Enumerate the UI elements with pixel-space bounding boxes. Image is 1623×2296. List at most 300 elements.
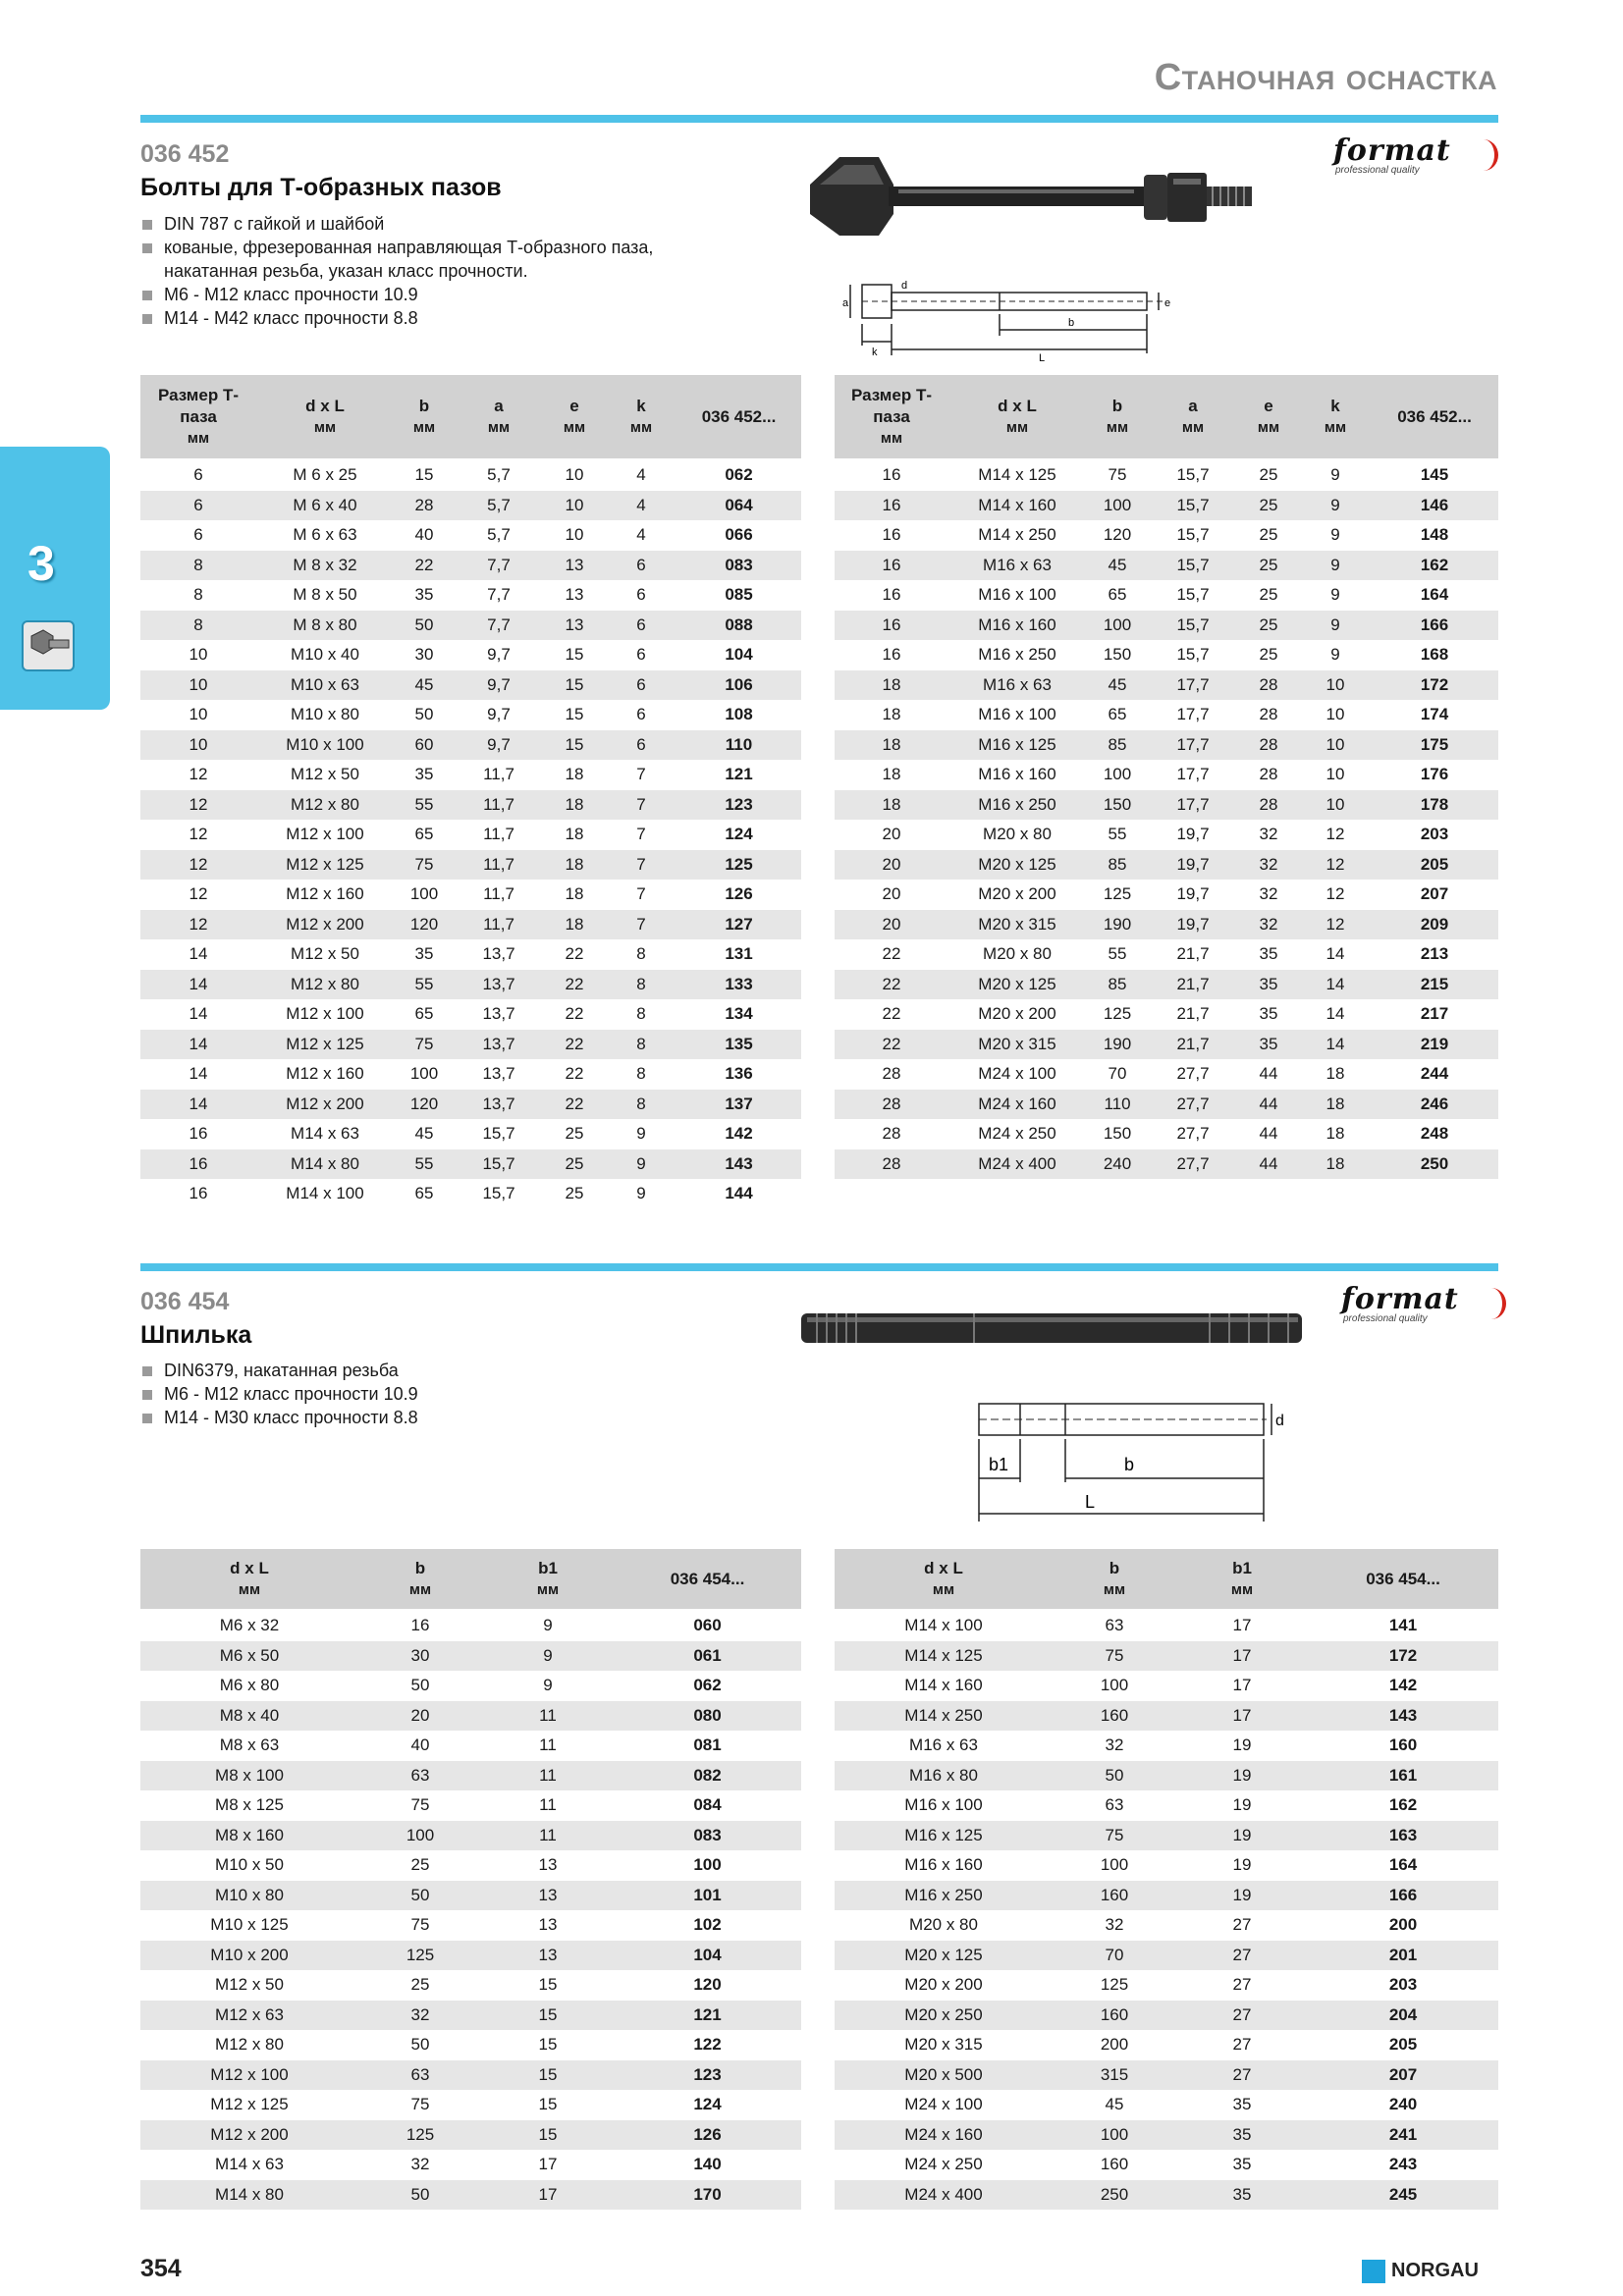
table-row [835, 880, 1498, 910]
table-cell: 9 [482, 1641, 614, 1672]
table-cell: 25 [410, 1975, 430, 1995]
article-code-cell: 204 [1308, 2001, 1498, 2031]
table-cell: 8 [636, 1004, 646, 1024]
article-code-cell: 146 [1371, 491, 1498, 521]
table-cell: 15 [543, 670, 606, 701]
drawing-label-a: a [842, 297, 849, 309]
table-row [140, 2060, 801, 2091]
article-code-cell: 248 [1420, 1124, 1449, 1144]
norgau-name: NORGAU [1391, 2260, 1479, 2281]
col-header-b1: b1 мм [482, 1549, 614, 1610]
table-cell: 12 [1325, 884, 1345, 904]
article-code-cell: 148 [1420, 525, 1449, 545]
table-cell: 55 [394, 790, 455, 821]
table-cell: M14 x 250 [835, 1701, 1053, 1732]
table-cell: 8 [193, 585, 203, 605]
table-cell: 35 [414, 585, 434, 605]
table-cell: 10 [565, 525, 584, 545]
table-cell: M16 x 250 [978, 645, 1056, 665]
table-cell: M6 x 80 [219, 1676, 280, 1695]
article-code-cell: 100 [693, 1855, 722, 1875]
table-cell: 18 [835, 730, 948, 761]
table-cell: 75 [410, 1795, 430, 1815]
table-cell: M16 x 100 [978, 705, 1056, 724]
table-cell: 4 [636, 525, 646, 545]
table-cell: 7,7 [455, 611, 543, 641]
table-cell: 18 [835, 790, 948, 821]
table-cell: 10 [1325, 705, 1345, 724]
table-cell: 13 [543, 611, 606, 641]
table-cell: 28 [1237, 790, 1300, 821]
table-cell: 8 [140, 611, 256, 641]
table-cell: 10 [140, 670, 256, 701]
table-cell: 12 [189, 765, 208, 784]
table-row [835, 2150, 1498, 2180]
table-cell: 13 [482, 1881, 614, 1911]
table-row [140, 1119, 801, 1149]
table-cell: 125 [358, 1941, 482, 1971]
table-cell: 35 [1232, 2155, 1252, 2174]
bolt-icon [22, 620, 75, 671]
format-logo [1333, 133, 1481, 176]
table-cell: M20 x 80 [983, 944, 1052, 964]
article-code-cell: 136 [725, 1064, 753, 1084]
table-cell: 32 [1105, 1735, 1124, 1755]
table-cell: 60 [394, 730, 455, 761]
table-cell: 15 [543, 730, 606, 761]
table-cell: 9 [606, 1149, 676, 1180]
table-cell: 17 [1176, 1701, 1308, 1732]
table-cell: 75 [410, 1915, 430, 1935]
page-number: 354 [140, 2255, 182, 2282]
drawing-label-b1: b1 [989, 1455, 1009, 1474]
table-cell: 4 [636, 465, 646, 485]
table-row [835, 2060, 1498, 2091]
article-code-cell: 131 [725, 944, 753, 964]
table-cell: M20 x 315 [948, 910, 1086, 940]
table-cell: 160 [1053, 1701, 1176, 1732]
table-cell: 100 [358, 1821, 482, 1851]
table-row [835, 999, 1498, 1030]
article-code-cell: 125 [676, 850, 801, 881]
table-cell: M12 x 125 [256, 850, 394, 881]
table-cell: 19,7 [1149, 850, 1237, 881]
table-cell: 25 [1259, 465, 1278, 485]
table-cell: 100 [1100, 1676, 1129, 1695]
table-cell: 6 [636, 645, 646, 665]
table-cell: 45 [1105, 2095, 1124, 2114]
table-cell: 25 [1259, 525, 1278, 545]
table-row [140, 2030, 801, 2060]
article-code-cell: 135 [676, 1030, 801, 1060]
table-cell: 7,7 [487, 585, 511, 605]
table-cell: 45 [414, 1124, 434, 1144]
article-code-cell: 124 [693, 2095, 722, 2114]
table-row [835, 820, 1498, 850]
table-row [140, 1881, 801, 1911]
brand-tagline: professional quality [1335, 165, 1420, 176]
col-header-b: b мм [1053, 1549, 1176, 1610]
article-code-cell: 163 [1308, 1821, 1498, 1851]
table-cell: M 8 x 80 [256, 611, 394, 641]
article-code-cell: 137 [676, 1090, 801, 1120]
table-cell: 65 [414, 825, 434, 844]
article-code-cell: 083 [676, 551, 801, 581]
table-cell: 17 [1232, 1676, 1252, 1695]
article-code-cell: 250 [1371, 1149, 1498, 1180]
article-code-cell: 133 [676, 970, 801, 1000]
table-cell: 13,7 [455, 1030, 543, 1060]
table-cell: M12 x 63 [140, 2001, 358, 2031]
table-cell: 7 [606, 850, 676, 881]
table-cell: 30 [414, 645, 434, 665]
table-row [140, 1821, 801, 1851]
table-cell: 45 [394, 670, 455, 701]
brand-swoosh-icon [1469, 139, 1498, 171]
table-row [835, 1790, 1498, 1821]
table-cell: M8 x 40 [140, 1701, 358, 1732]
table-cell: 35 [414, 944, 434, 964]
article-code-cell: 164 [1388, 1855, 1418, 1875]
table-cell: 50 [358, 1881, 482, 1911]
article-code-cell: 064 [676, 491, 801, 521]
table-cell: 75 [394, 1030, 455, 1060]
article-code-cell: 166 [1308, 1881, 1498, 1911]
table-cell: 16 [882, 585, 901, 605]
table-row [140, 2001, 801, 2031]
table-cell: M20 x 200 [978, 884, 1056, 904]
col-header-dl: d x L мм [835, 1549, 1053, 1610]
table-cell: M14 x 100 [904, 1616, 983, 1635]
table-cell: 250 [1053, 2180, 1176, 2211]
article-code-cell: 175 [1371, 730, 1498, 761]
table-cell: 16 [882, 645, 901, 665]
table-cell: M12 x 200 [256, 1090, 394, 1120]
table-cell: 11 [482, 1761, 614, 1791]
section2-title: Шпилька [140, 1321, 252, 1349]
col-header-slot: Размер Т-паза мм [140, 375, 256, 459]
table-cell: M12 x 125 [210, 2095, 289, 2114]
table-cell: 14 [1300, 1030, 1371, 1060]
table-row [140, 640, 801, 670]
section1-bullet: М14 - М42 класс прочности 8.8 [140, 306, 690, 330]
table-row [835, 1059, 1498, 1090]
table-cell: M20 x 200 [904, 1975, 983, 1995]
article-code-cell: 141 [1388, 1616, 1418, 1635]
table-cell: 9 [1330, 645, 1340, 665]
table-cell: M8 x 63 [219, 1735, 280, 1755]
article-code-cell: 124 [725, 825, 753, 844]
table-cell: 7 [606, 790, 676, 821]
section1-bullet: DIN 787 с гайкой и шайбой [140, 212, 690, 236]
col-header-b: b мм [1086, 375, 1149, 459]
table-cell: M20 x 80 [983, 825, 1052, 844]
table-row [140, 1671, 801, 1701]
table-cell: M12 x 100 [140, 2060, 358, 2091]
table-cell: 11,7 [455, 850, 543, 881]
table-cell: M20 x 315 [948, 1030, 1086, 1060]
table-row [835, 459, 1498, 491]
table-cell: 5,7 [487, 465, 511, 485]
table-cell: 10 [140, 730, 256, 761]
article-code-cell: 162 [1388, 1795, 1418, 1815]
table-cell: 12 [1300, 850, 1371, 881]
table-row [140, 459, 801, 491]
article-code-cell: 127 [676, 910, 801, 940]
article-code-cell: 168 [1420, 645, 1449, 665]
table-cell: 8 [606, 1090, 676, 1120]
table-cell: 19,7 [1176, 884, 1210, 904]
table-row [835, 2090, 1498, 2120]
table-row [140, 1179, 801, 1209]
article-code-cell: 207 [1420, 884, 1449, 904]
table-cell: M16 x 100 [904, 1795, 983, 1815]
table-cell: 15,7 [1176, 585, 1210, 605]
table-cell: 160 [1100, 2155, 1129, 2174]
table-cell: 9 [636, 1124, 646, 1144]
table-cell: 25 [543, 1149, 606, 1180]
table-cell: M24 x 100 [904, 2095, 983, 2114]
table-cell: 22 [565, 1064, 584, 1084]
drawing-label-l: L [1085, 1492, 1096, 1512]
article-code-cell: 126 [614, 2120, 801, 2151]
table-cell: M14 x 100 [286, 1184, 364, 1203]
table-cell: 7,7 [455, 551, 543, 581]
table-cell: M6 x 32 [219, 1616, 280, 1635]
table-cell: 12 [189, 884, 208, 904]
table-cell: 44 [1259, 1124, 1278, 1144]
table-cell: M20 x 80 [909, 1915, 978, 1935]
table-cell: 15,7 [1176, 525, 1210, 545]
table-cell: 14 [1300, 970, 1371, 1000]
table-cell: 12 [140, 910, 256, 940]
table-cell: 25 [1259, 585, 1278, 605]
table-cell: M14 x 160 [948, 491, 1086, 521]
table-row [140, 790, 801, 821]
table-row [835, 1701, 1498, 1732]
table-row [140, 1641, 801, 1672]
table-cell: M8 x 160 [140, 1821, 358, 1851]
table-cell: 22 [835, 1030, 948, 1060]
table-row [835, 551, 1498, 581]
table-cell: 28 [835, 1149, 948, 1180]
col-header-b: b мм [358, 1549, 482, 1610]
col-header-code: 036 452... [676, 375, 801, 459]
table-cell: 16 [189, 1124, 208, 1144]
table-cell: 13,7 [482, 1004, 515, 1024]
table-cell: 32 [410, 2155, 430, 2174]
article-code-cell: 108 [725, 705, 753, 724]
table-cell: 18 [565, 765, 584, 784]
table-cell: 11 [482, 1821, 614, 1851]
table-cell: 70 [1108, 1064, 1127, 1084]
table-cell: 16 [410, 1616, 430, 1635]
table-cell: M12 x 200 [140, 2120, 358, 2151]
table-cell: 35 [1237, 1030, 1300, 1060]
table-cell: M8 x 125 [215, 1795, 284, 1815]
table-cell: M12 x 100 [286, 1004, 364, 1024]
article-code-cell: 207 [1308, 2060, 1498, 2091]
table-cell: 55 [394, 1149, 455, 1180]
article-code-cell: 243 [1388, 2155, 1418, 2174]
article-code-cell: 201 [1308, 1941, 1498, 1971]
table-cell: 75 [1053, 1821, 1176, 1851]
table-cell: 32 [1237, 850, 1300, 881]
table-cell: 17,7 [1176, 705, 1210, 724]
table-cell: M12 x 125 [256, 1030, 394, 1060]
drawing-label-b: b [1068, 317, 1075, 329]
table-cell: 6 [606, 730, 676, 761]
table-cell: 15 [538, 2035, 558, 2055]
table-row [140, 2120, 801, 2151]
table-row [140, 850, 801, 881]
table-cell: 12 [189, 825, 208, 844]
table-cell: 18 [543, 910, 606, 940]
table-cell: 17,7 [1176, 765, 1210, 784]
table-cell: 9 [1330, 585, 1340, 605]
table-cell: M12 x 160 [286, 884, 364, 904]
table-cell: 50 [410, 1676, 430, 1695]
col-header-dl: d x L мм [140, 1549, 358, 1610]
article-code-cell: 162 [1371, 551, 1498, 581]
table-row [835, 1881, 1498, 1911]
table-cell: 13 [538, 1855, 558, 1875]
table-cell: 65 [1108, 585, 1127, 605]
table-cell: 25 [565, 1124, 584, 1144]
table-cell: 8 [636, 1064, 646, 1084]
table-cell: 10 [1300, 790, 1371, 821]
table-cell: M16 x 250 [835, 1881, 1053, 1911]
table-cell: 11,7 [455, 790, 543, 821]
table-cell: 240 [1086, 1149, 1149, 1180]
table-cell: 120 [1103, 525, 1132, 545]
table-row [140, 2090, 801, 2120]
table-cell: 125 [1103, 1004, 1132, 1024]
table-row [835, 520, 1498, 551]
article-code-cell: 110 [676, 730, 801, 761]
table-cell: 11,7 [483, 884, 514, 904]
table-cell: 75 [1108, 465, 1127, 485]
article-code-cell: 060 [693, 1616, 722, 1635]
table-cell: 15,7 [482, 1184, 515, 1203]
table-row [835, 1941, 1498, 1971]
table-cell: 35 [414, 765, 434, 784]
table-row [140, 970, 801, 1000]
table-cell: 20 [835, 850, 948, 881]
table-cell: M24 x 250 [978, 1124, 1056, 1144]
article-code-cell: 123 [676, 790, 801, 821]
article-code-cell: 144 [725, 1184, 753, 1203]
table-cell: M12 x 80 [256, 790, 394, 821]
table-cell: 65 [414, 1184, 434, 1203]
article-code-cell: 104 [725, 645, 753, 665]
table-cell: 9,7 [487, 705, 511, 724]
table-cell: 21,7 [1149, 1030, 1237, 1060]
table-cell: 9 [1330, 525, 1340, 545]
table-cell: 6 [606, 551, 676, 581]
table-cell: 160 [1053, 1881, 1176, 1911]
table-cell: 55 [1108, 944, 1127, 964]
table-cell: 120 [394, 910, 455, 940]
table-row [835, 1761, 1498, 1791]
table-cell: 100 [1053, 2120, 1176, 2151]
article-code-cell: 142 [1388, 1676, 1418, 1695]
table-cell: 50 [410, 2035, 430, 2055]
table-cell: 17 [538, 2155, 558, 2174]
article-code-cell: 172 [1308, 1641, 1498, 1672]
table-row [835, 1671, 1498, 1701]
table-cell: M20 x 315 [904, 2035, 983, 2055]
t-bolt-drawing [842, 265, 1255, 363]
table-cell: M16 x 80 [835, 1761, 1053, 1791]
table-cell: M16 x 160 [948, 611, 1086, 641]
table-cell: 35 [1237, 970, 1300, 1000]
table-cell: M16 x 250 [948, 790, 1086, 821]
table-cell: 50 [394, 611, 455, 641]
table-cell: M24 x 100 [978, 1064, 1056, 1084]
table-cell: 27 [1176, 2060, 1308, 2091]
table-cell: M20 x 500 [835, 2060, 1053, 2091]
table-row [140, 551, 801, 581]
table-cell: 35 [1176, 2180, 1308, 2211]
table-cell: 19 [1176, 1881, 1308, 1911]
table-cell: M10 x 125 [210, 1915, 289, 1935]
table-cell: M8 x 100 [140, 1761, 358, 1791]
table-cell: 11 [539, 1735, 557, 1755]
table-cell: M16 x 160 [978, 765, 1056, 784]
article-code-cell: 215 [1371, 970, 1498, 1000]
article-code-cell: 244 [1420, 1064, 1449, 1084]
table-cell: M16 x 125 [835, 1821, 1053, 1851]
table-cell: 15,7 [1149, 611, 1237, 641]
article-code-cell: 176 [1420, 765, 1449, 784]
table-row [140, 760, 801, 790]
table-cell: M20 x 125 [948, 970, 1086, 1000]
table-row [835, 640, 1498, 670]
table-row [140, 1731, 801, 1761]
table-cell: 40 [414, 525, 434, 545]
table-cell: 120 [394, 1090, 455, 1120]
article-code-cell: 062 [725, 465, 753, 485]
table-cell: 75 [410, 2095, 430, 2114]
table-cell: 30 [358, 1641, 482, 1672]
article-code-cell: 084 [693, 1795, 722, 1815]
table-cell: 16 [835, 551, 948, 581]
table-cell: 27,7 [1149, 1090, 1237, 1120]
table-cell: 10 [543, 491, 606, 521]
table-cell: 11,7 [483, 765, 514, 784]
table-row [835, 1970, 1498, 2001]
table-cell: 200 [1100, 2035, 1129, 2055]
table-cell: 7 [606, 910, 676, 940]
article-code-cell: 101 [614, 1881, 801, 1911]
table-cell: 10 [1325, 765, 1345, 784]
table-row [140, 1610, 801, 1641]
table-cell: 18 [1300, 1090, 1371, 1120]
table-row [140, 820, 801, 850]
table-cell: 35 [1259, 1004, 1278, 1024]
table-cell: 13 [538, 1915, 558, 1935]
stud-drawing [967, 1384, 1286, 1531]
article-code-cell: 121 [725, 765, 753, 784]
norgau-logo [1362, 2258, 1499, 2285]
table-cell: 6 [140, 491, 256, 521]
table-cell: 13 [482, 1941, 614, 1971]
table-cell: 75 [394, 850, 455, 881]
section2-bullet: М14 - М30 класс прочности 8.8 [140, 1406, 690, 1429]
table-cell: 125 [358, 2120, 482, 2151]
table-cell: M16 x 160 [904, 1855, 983, 1875]
